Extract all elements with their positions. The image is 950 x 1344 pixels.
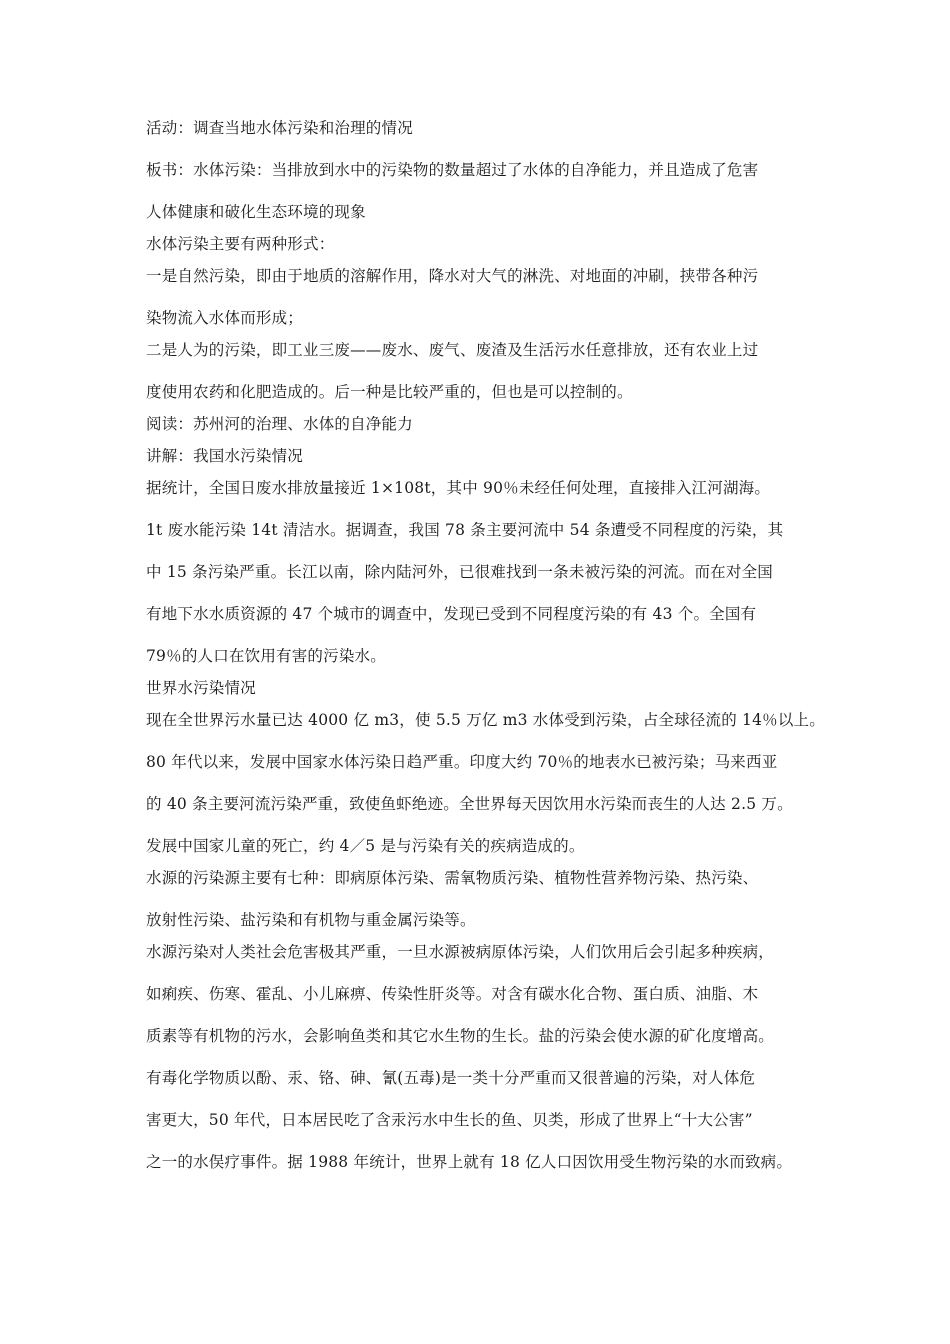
text-line: 发展中国家儿童的死亡，约 4／5 是与污染有关的疾病造成的。 <box>146 837 585 855</box>
text-line: 有毒化学物质以酚、汞、铬、砷、氰(五毒)是一类十分严重而又很普遍的污染，对人体危 <box>146 1069 756 1087</box>
document-body <box>146 116 825 1175</box>
text-line: 如痢疾、伤寒、霍乱、小儿麻痹、传染性肝炎等。对含有碳水化合物、蛋白质、油脂、木 <box>146 985 759 1003</box>
text-line: 染物流入水体而形成； <box>146 309 304 327</box>
text-line: 阅读：苏州河的治理、水体的自净能力 <box>146 415 413 433</box>
text-line: 80 年代以来，发展中国家水体污染日趋严重。印度大约 70％的地表水已被污染；马来西亚 <box>146 753 778 771</box>
text-line: 度使用农药和化肥造成的。后一种是比较严重的，但也是可以控制的。 <box>146 383 633 401</box>
text-line: 水源的污染源主要有七种：即病原体污染、需氧物质污染、植物性营养物污染、热污染、 <box>146 869 759 887</box>
text-line: 水源污染对人类社会危害极其严重，一旦水源被病原体污染，人们饮用后会引起多种疾病， <box>146 943 775 961</box>
text-line: 板书：水体污染：当排放到水中的污染物的数量超过了水体的自净能力，并且造成了危害 <box>146 161 759 179</box>
text-line: 据统计，全国日废水排放量接近 1×108t，其中 90％未经任何处理，直接排入江河湖海。 <box>146 479 771 497</box>
text-line: 之一的水俣疗事件。据 1988 年统计，世界上就有 18 亿人口因饮用受生物污染的水而致病。 <box>146 1153 793 1171</box>
text-line: 讲解：我国水污染情况 <box>146 447 304 465</box>
text-line: 害更大，50 年代，日本居民吃了含汞污水中生长的鱼、贝类，形成了世界上“十大公害” <box>146 1111 753 1129</box>
text-line: 质素等有机物的污水，会影响鱼类和其它水生物的生长。盐的污染会使水源的矿化度增高。 <box>146 1027 775 1045</box>
text-line: 一是自然污染，即由于地质的溶解作用，降水对大气的淋洗、对地面的冲刷，挟带各种污 <box>146 267 759 285</box>
text-line: 的 40 条主要河流污染严重，致使鱼虾绝迹。全世界每天因饮用水污染而丧生的人达 2.5 万。 <box>146 795 793 813</box>
text-line: 水体污染主要有两种形式： <box>146 235 335 253</box>
text-line: 人体健康和破化生态环境的现象 <box>146 203 366 221</box>
text-line: 放射性污染、盐污染和有机物与重金属污染等。 <box>146 911 476 929</box>
text-line: 中 15 条污染严重。长江以南，除内陆河外，已很难找到一条未被污染的河流。而在对全国 <box>146 563 773 581</box>
text-line: 世界水污染情况 <box>146 679 256 697</box>
text-line: 1t 废水能污染 14t 清洁水。据调查，我国 78 条主要河流中 54 条遭受不同程度的污染，其 <box>146 521 784 539</box>
text-line: 活动：调查当地水体污染和治理的情况 <box>146 119 413 137</box>
text-line: 有地下水水质资源的 47 个城市的调查中，发现已受到不同程度污染的有 43 个。全国有 <box>146 605 757 623</box>
text-line: 79％的人口在饮用有害的污染水。 <box>146 647 386 665</box>
text-line: 现在全世界污水量已达 4000 亿 m3，使 5.5 万亿 m3 水体受到污染，占全球径流的 14％以上。 <box>146 711 825 729</box>
text-line: 二是人为的污染，即工业三废——废水、废气、废渣及生活污水任意排放，还有农业上过 <box>146 341 759 359</box>
